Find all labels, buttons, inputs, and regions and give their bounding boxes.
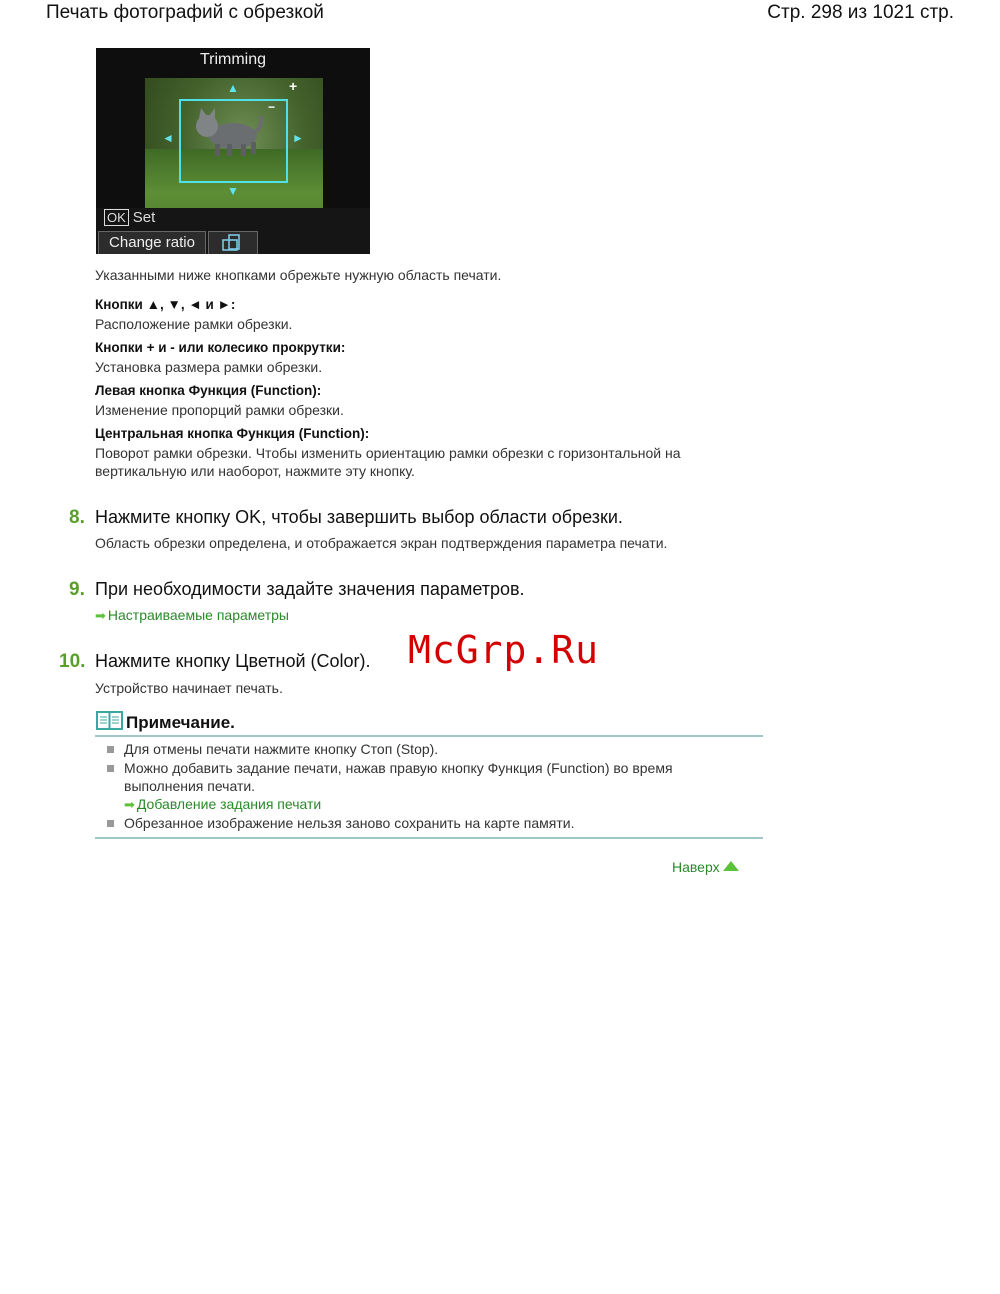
- button-desc-center-function-2: вертикальную или наоборот, нажмите эту кнопку.: [95, 463, 415, 479]
- screen-title: Trimming: [199, 51, 267, 68]
- step-text-8: Область обрезки определена, и отображается экран подтверждения параметра печати.: [95, 535, 668, 551]
- button-label-center-function: Центральная кнопка Функция (Function):: [95, 426, 370, 441]
- back-to-top-link[interactable]: Наверх: [672, 859, 739, 875]
- button-desc-arrows: Расположение рамки обрезки.: [95, 316, 293, 332]
- book-icon: [96, 711, 123, 730]
- step-number-9: 9.: [69, 579, 85, 600]
- step-number-8: 8.: [69, 507, 85, 528]
- button-desc-left-function: Изменение пропорций рамки обрезки.: [95, 402, 344, 418]
- note-divider: [95, 837, 763, 839]
- note-item-save: Обрезанное изображение нельзя заново сохранить на карте памяти.: [124, 815, 575, 831]
- change-ratio-button: Change ratio: [98, 231, 206, 254]
- page-title: Печать фотографий с обрезкой: [46, 2, 324, 23]
- zoom-out-icon: −: [268, 100, 276, 114]
- up-arrow-icon: [723, 861, 739, 871]
- page-header: [0, 0, 1000, 30]
- note-item-add-job-2: выполнения печати.: [124, 778, 256, 794]
- step-text-10: Устройство начинает печать.: [95, 680, 283, 696]
- button-label-left-function: Левая кнопка Функция (Function):: [95, 383, 322, 398]
- trimming-screen-image: [96, 48, 370, 254]
- rotate-icon: [209, 232, 257, 254]
- step-title-10: Нажмите кнопку Цветной (Color).: [95, 651, 371, 671]
- custom-settings-link[interactable]: ➡ Настраиваемые параметры: [95, 607, 289, 623]
- button-label-plusminus: Кнопки + и - или колесико прокрутки:: [95, 340, 346, 355]
- link-arrow-icon: ➡: [95, 608, 106, 623]
- add-print-job-link[interactable]: ➡ Добавление задания печати: [124, 796, 322, 812]
- link-arrow-icon: ➡: [124, 797, 135, 812]
- step-title-8: Нажмите кнопку OK, чтобы завершить выбор области обрезки.: [95, 507, 623, 527]
- button-desc-plusminus: Установка размера рамки обрезки.: [95, 359, 323, 375]
- note-header: [95, 711, 763, 737]
- note-item-cancel: Для отмены печати нажмите кнопку Стоп (Stop).: [124, 741, 439, 757]
- arrow-down-icon: ▼: [227, 184, 239, 198]
- bullet-icon: [107, 820, 114, 827]
- button-desc-center-function: Поворот рамки обрезки. Чтобы изменить ориентацию рамки обрезки с горизонтальной на: [95, 445, 681, 461]
- watermark: McGrp.Ru: [408, 628, 600, 672]
- arrow-up-icon: ▲: [227, 81, 239, 95]
- step-title-9: При необходимости задайте значения параметров.: [95, 579, 525, 599]
- button-label-arrows: Кнопки ▲, ▼, ◄ и ►:: [95, 297, 236, 312]
- arrow-left-icon: ◄: [162, 131, 174, 145]
- zoom-in-icon: +: [289, 78, 298, 94]
- intro-text: Указанными ниже кнопками обрежьте нужную область печати.: [95, 267, 502, 283]
- page-counter: Стр. 298 из 1021 стр.: [767, 2, 954, 23]
- bullet-icon: [107, 746, 114, 753]
- arrow-right-icon: ►: [292, 131, 304, 145]
- note-title: Примечание.: [126, 713, 235, 732]
- ok-set-hint: OK Set: [104, 209, 155, 226]
- bullet-icon: [107, 765, 114, 772]
- note-item-add-job: Можно добавить задание печати, нажав правую кнопку Функция (Function) во время: [124, 760, 673, 776]
- rotate-frame-button: [208, 231, 258, 254]
- step-number-10: 10.: [59, 651, 86, 672]
- ok-icon: OK: [104, 209, 129, 226]
